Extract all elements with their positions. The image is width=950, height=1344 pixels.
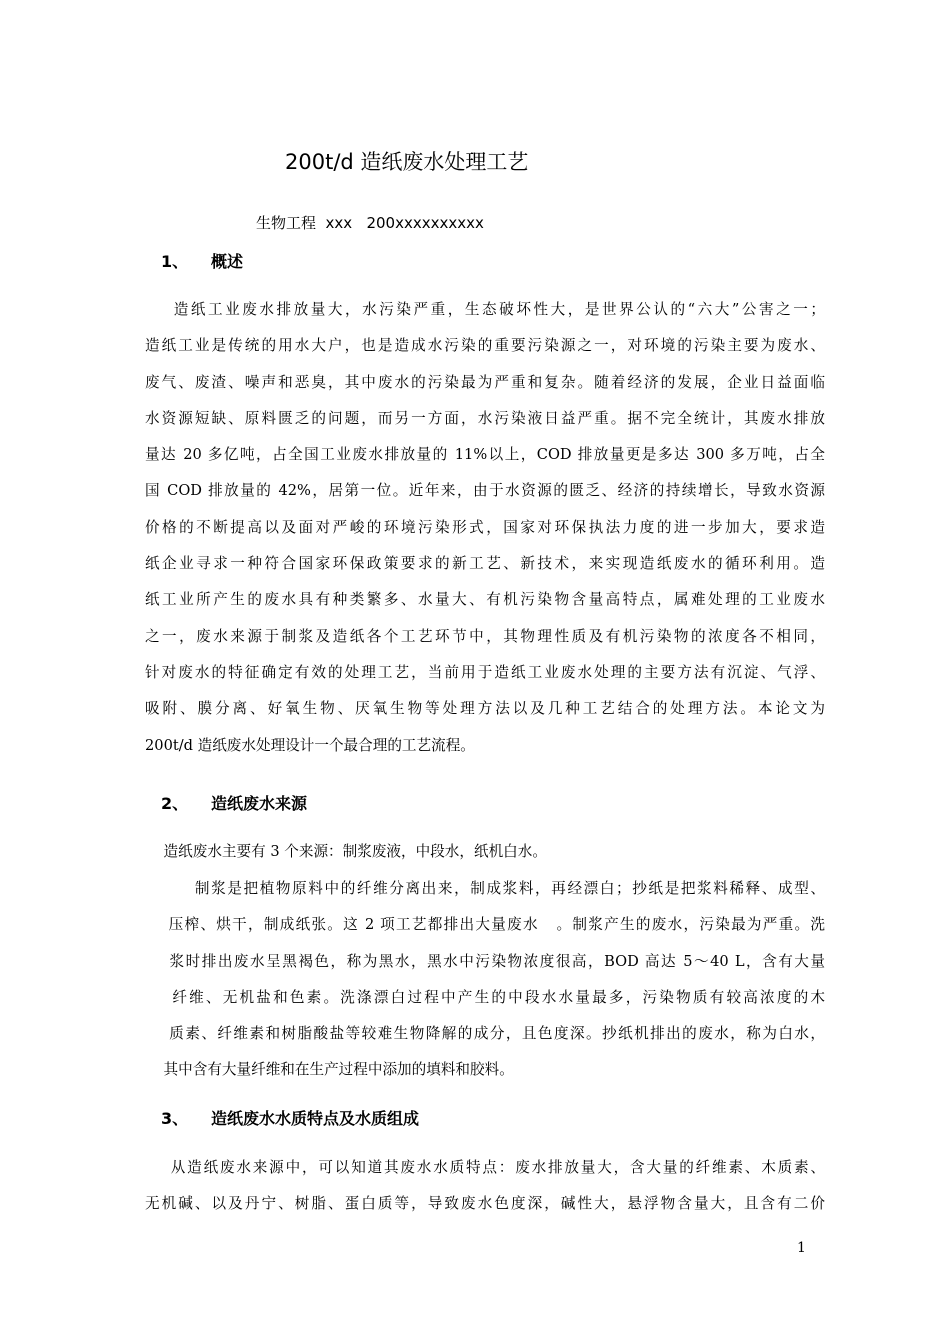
paragraph-line: 纸工业所产生的废水具有种类繁多、水量大、有机污染物含量高特点，属难处理的工业废水 <box>145 591 825 609</box>
section-3-paragraph-1 <box>145 1150 825 1223</box>
section-number: 3、 <box>161 1109 189 1128</box>
section-number: 1、 <box>161 252 189 271</box>
section-2-paragraph-1 <box>145 834 825 870</box>
paragraph-line: 价格的不断提高以及面对严峻的环境污染形式，国家对环保执法力度的进一步加大，要求造 <box>145 518 825 536</box>
paragraph-line: 从造纸废水来源中，可以知道其废水水质特点：废水排放量大，含大量的纤维素、木质素、 <box>145 1159 825 1176</box>
paragraph-line: 造纸工业是传统的用水大户，也是造成水污染的重要污染源之一，对环境的污染主要为废水、 <box>145 337 825 355</box>
paragraph-line: 国 COD 排放量的 42%，居第一位。近年来，由于水资源的匮乏、经济的持续增长，导致水资源 <box>145 482 825 500</box>
paragraph-line: 量达 20 多亿吨，占全国工业废水排放量的 11%以上，COD 排放量更是多达 300 多万吨，占全 <box>145 446 825 464</box>
section-number: 2、 <box>161 794 189 813</box>
page-number: 1 <box>797 1240 806 1256</box>
section-title: 概述 <box>211 252 244 271</box>
paragraph-line: 制浆是把植物原料中的纤维分离出来，制成浆料，再经漂白；抄纸是把浆料稀释、成型、 <box>145 880 825 897</box>
section-title: 造纸废水水质特点及水质组成 <box>211 1109 420 1128</box>
paragraph-line: 纤维、无机盐和色素。洗涤漂白过程中产生的中段水水量最多，污染物质有较高浓度的木 <box>145 988 825 1006</box>
paragraph-line: 浆时排出废水呈黑褐色，称为黑水，黑水中污染物浓度很高，BOD 高达 5～40 L，含有大量 <box>145 952 825 970</box>
paragraph-line: 200t/d 造纸废水处理设计一个最合理的工艺流程。 <box>145 736 475 754</box>
paragraph-line: 针对废水的特征确定有效的处理工艺，当前用于造纸工业废水处理的主要方法有沉淀、气浮、 <box>145 663 825 681</box>
document-title: 200t/d 造纸废水处理工艺 <box>285 150 529 174</box>
paragraph-line: 造纸工业废水排放量大，水污染严重，生态破坏性大，是世界公认的“六大”公害之一； <box>145 301 825 318</box>
paragraph-line: 废气、废渣、噪声和恶臭，其中废水的污染最为严重和复杂。随着经济的发展，企业日益面临 <box>145 373 825 391</box>
paragraph-line: 吸附、膜分离、好氧生物、厌氧生物等处理方法以及几种工艺结合的处理方法。本论文为 <box>145 700 825 718</box>
paragraph-line: 质素、纤维素和树脂酸盐等较难生物降解的成分，且色度深。抄纸机排出的废水，称为白水， <box>145 1025 825 1043</box>
paragraph-line: 无机碱、以及丹宁、树脂、蛋白质等，导致废水色度深，碱性大，悬浮物含量大，且含有二价 <box>145 1195 825 1213</box>
paragraph-line: 之一，废水来源于制浆及造纸各个工艺环节中，其物理性质及有机污染物的浓度各不相同， <box>145 627 825 645</box>
section-title: 造纸废水来源 <box>211 794 308 813</box>
section-2-heading <box>161 792 307 816</box>
section-1-heading <box>161 250 243 274</box>
author-line: 生物工程 xxx 200xxxxxxxxxx <box>256 214 484 232</box>
paragraph-line: 其中含有大量纤维和在生产过程中添加的填料和胶料。 <box>145 1061 514 1079</box>
paragraph-line: 压榨、烘干，制成纸张。这 2 项工艺都排出大量废水 。制浆产生的废水，污染最为严重。洗 <box>145 916 825 934</box>
section-3-heading <box>161 1107 419 1131</box>
paragraph-line: 造纸废水主要有 3 个来源：制浆废液，中段水，纸机白水。 <box>145 843 547 860</box>
paragraph-line: 水资源短缺、原料匮乏的问题，而另一方面，水污染液日益严重。据不完全统计，其废水排放 <box>145 409 825 427</box>
section-1-paragraph-1 <box>145 292 825 764</box>
paragraph-line: 纸企业寻求一种符合国家环保政策要求的新工艺、新技术，来实现造纸废水的循环利用。造 <box>145 555 825 573</box>
section-2-paragraph-2 <box>145 871 825 1089</box>
